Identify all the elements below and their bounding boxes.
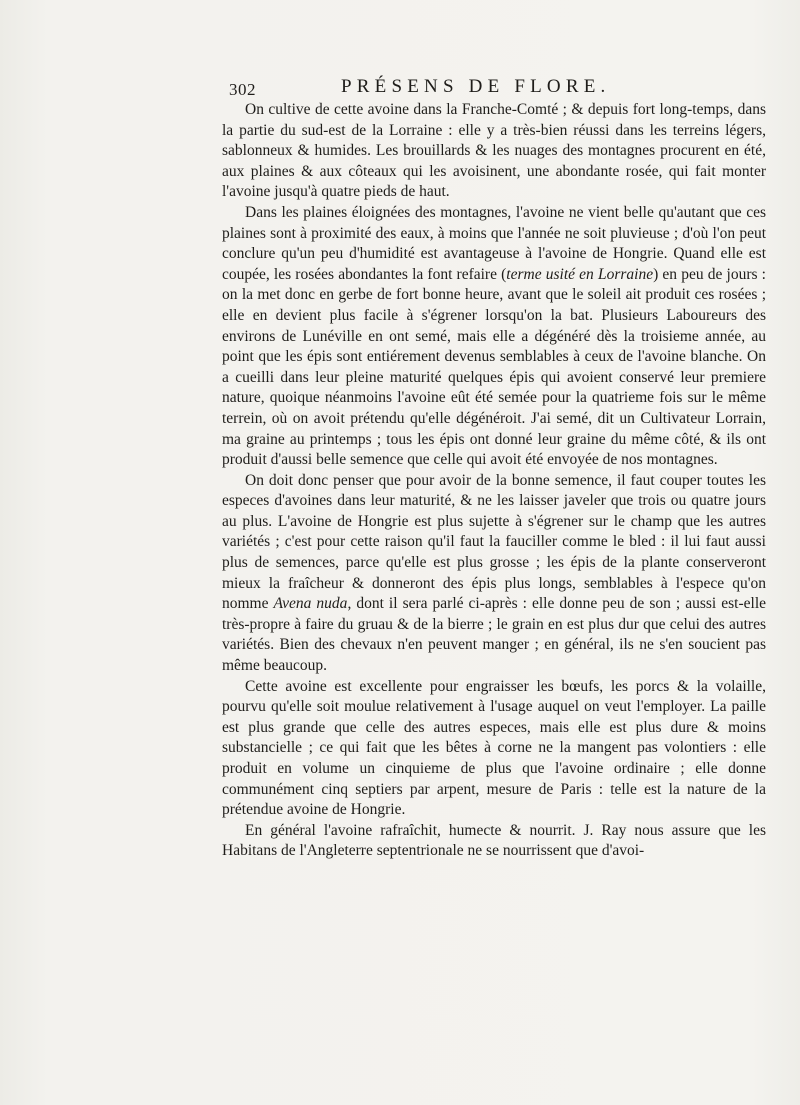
paragraph-3-part-b: , dont il sera parlé ci-après : elle donne peu de son ; aussi est-elle très-propre à faire du gruau & de la bierre ; le grain en est plus dur que celui des autres variétés. Bien des chevaux n'en peuvent manger ; en général, ils ne s'en soucient pas même beaucoup.: [222, 595, 767, 675]
body-text: [222, 100, 766, 862]
paragraph-2-part-a: Dans les plaines éloignées des montagnes, l'avoine ne vient belle qu'autant que ces plaines sont à proximité des eaux, à moins que l'année ne soit pluvieuse ; d'où l'on peut conclure qu'un peu d'humidité est avantageuse à l'avoine de Hongrie. Quand elle est coupée, les rosées abondantes la font refaire (: [222, 203, 766, 283]
page-header: [229, 76, 667, 100]
paragraph-2-part-b: ) en peu de jours : on la met donc en gerbe de fort bonne heure, avant que le soleil ait produit ces rosées ; elle en devient plus facile à s'égrener lorsqu'on la bat. Plusieurs Laboureurs des environs de Lunéville en ont semé, mais elle a dégénéré dès la troisieme année, au point que les épis sont entiérement devenus semblables à ceux de l'avoine blanche. On a cueilli dans leur pleine maturité quelques épis qui avoient conservé leur premiere nature, quoique néanmoins l'avoine eût été semée pour la quatrieme fois sur le même terrein, où on avoit prétendu qu'elle dégénéroit. J'ai semé, dit un Cultivateur Lorrain, ma graine au printemps ; tous les épis ont donné leur graine du même côté, & ils ont produit d'aussi belle semence que celle qui avoit été envoyée de nos montagnes.: [222, 265, 766, 469]
paragraph-3: [222, 471, 766, 677]
paragraph-2: [222, 203, 766, 471]
paragraph-1: On cultive de cette avoine dans la Franche-Comté ; & depuis fort long-temps, dans la partie du sud-est de la Lorraine : elle y a très-bien réussi dans les terreins légers, sablonneux & humides. Les brouillards & les nuages des montagnes procurent en été, aux plaines & aux côteaux qui les avoisinent, une abondante rosée, qui fait monter l'avoine jusqu'à quatre pieds de haut.: [222, 101, 766, 201]
running-title: PRÉSENS DE FLORE.: [341, 76, 611, 97]
paragraph-2-italic: terme usité en Lorraine: [506, 265, 654, 283]
paragraph-3-italic: Avena nuda: [273, 595, 348, 613]
page-number: 302: [229, 80, 256, 99]
paragraph-5: En général l'avoine rafraîchit, humecte & nourrit. J. Ray nous assure que les Habitans de l'Angleterre septentrionale ne se nourrissent que d'avoi-: [222, 821, 766, 860]
paragraph-3-part-a: On doit donc penser que pour avoir de la bonne semence, il faut couper toutes les especes d'avoines dans leur maturité, & ne les laisser javeler que trois ou quatre jours au plus. L'avoine de Hongrie est plus sujette à s'égrener sur le champ que les autres variétés ; c'est pour cette raison qu'il faut la fauciller comme le bled : il lui faut aussi plus de semences, parce qu'elle est plus grosse ; les épis de la plante conserveront mieux la fraîcheur & donneront des épis plus longs, semblables à l'espece qu'on nomme: [222, 471, 766, 613]
paragraph-4: Cette avoine est excellente pour engraisser les bœufs, les porcs & la volaille, pourvu qu'elle soit moulue relativement à l'usage auquel on veut l'employer. La paille est plus grande que celle des autres especes, mais elle est plus dure & moins substancielle ; ce qui fait que les bêtes à corne ne la mangent pas volontiers : elle produit en volume un cinquieme de plus que l'avoine ordinaire ; elle donne communément cinq septiers par arpent, mesure de Paris : telle est la nature de la prétendue avoine de Hongrie.: [222, 677, 766, 819]
